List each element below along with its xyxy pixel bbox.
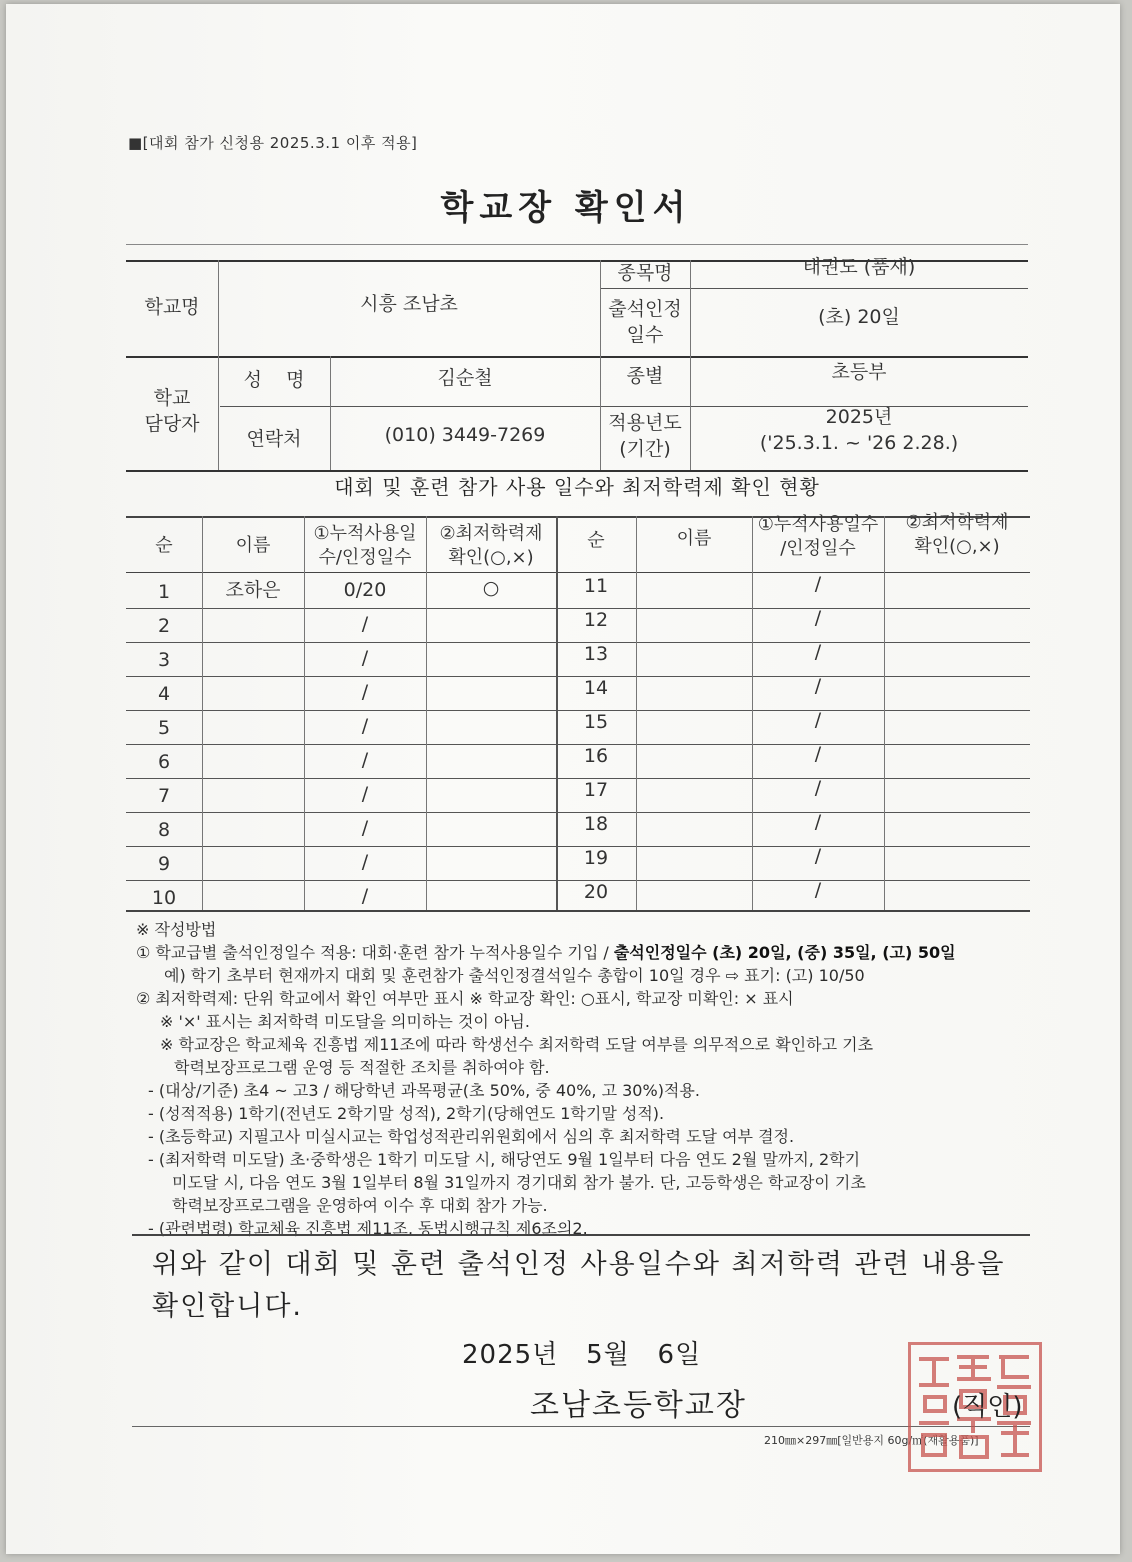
school-value: 시흥 조남초: [360, 293, 458, 316]
note-dash-4: - (최저학력 미도달) 초·중학생은 1학기 미도달 시, 해당연도 9월 1일부터 다음 연도 2월 말까지, 2학기: [148, 1150, 861, 1169]
cell-check: [884, 804, 1030, 838]
cell-check: [884, 634, 1030, 668]
cell-no: 14: [583, 677, 609, 700]
cell-check: [884, 566, 1030, 600]
confirmation-statement: [152, 1244, 1005, 1328]
cell-days: /: [814, 709, 822, 732]
cell-no: 2: [157, 615, 171, 638]
note-dash-2: - (성적적용) 1학기(전년도 2학기말 성적), 2학기(당해연도 1학기말 성적).: [148, 1104, 665, 1123]
cell-name: [636, 806, 752, 840]
cell-name: [202, 744, 304, 778]
cell-check: [426, 708, 556, 742]
attendance-label: 출석인정 일수: [608, 298, 682, 346]
cell-no: 17: [583, 779, 609, 802]
cell-days: /: [361, 681, 369, 704]
cell-days: /: [361, 749, 369, 772]
cell-name: [636, 704, 752, 738]
note-dash-5: - (관련법령) 학교체육 진흥법 제11조, 동법시행규칙 제6조의2.: [148, 1219, 588, 1238]
notice-header: ■[대회 참가 신청용 2025.3.1 이후 적용]: [128, 134, 418, 152]
cell-no: 3: [157, 649, 171, 672]
cell-no: 18: [583, 813, 609, 836]
cell-name: [202, 846, 304, 880]
cell-no: 19: [583, 847, 609, 870]
header-no-right: 순: [587, 529, 605, 551]
manager-label: 학교 담당자: [144, 387, 200, 435]
cell-days: /: [814, 811, 822, 834]
cell-name: [636, 670, 752, 704]
cell-no: 8: [157, 819, 171, 842]
contact-value: (010) 3449-7269: [384, 424, 546, 447]
issue-date: 2025년 5월 6일: [462, 1340, 702, 1370]
header-days: ①누적사용일 수/인정일수: [313, 522, 417, 568]
note-4-cont: 학력보장프로그램 운영 등 적절한 조치를 취하여야 함.: [174, 1058, 550, 1077]
division-label: 종별: [626, 365, 664, 388]
cell-name: [636, 738, 752, 772]
cell-days: /: [814, 743, 822, 766]
header-name: 이름: [235, 534, 271, 556]
cell-name: [636, 602, 752, 636]
cell-days: /: [814, 641, 822, 664]
note-1: [136, 941, 1036, 964]
header-no: 순: [155, 534, 173, 556]
cell-days: /: [814, 573, 822, 596]
cell-name: [636, 636, 752, 670]
cell-no: 7: [157, 785, 171, 808]
cell-check: [884, 838, 1030, 872]
confirm-line-2: 확인합니다.: [152, 1291, 303, 1322]
cell-days: 0/20: [343, 579, 387, 602]
school-label: 학교명: [144, 296, 200, 319]
info-top-line: [126, 244, 1028, 245]
seal-label: (직인): [952, 1392, 1023, 1422]
year-label: 적용년도 (기간): [608, 412, 682, 460]
confirm-line-1: 위와 같이 대회 및 훈련 출석인정 사용일수와 최저학력 관련 내용을: [152, 1249, 1006, 1280]
note-dash-4-cont2: 학력보장프로그램을 운영하여 이수 후 대회 참가 가능.: [172, 1196, 548, 1215]
cell-check: [426, 674, 556, 708]
cell-days: /: [361, 851, 369, 874]
cell-check: [884, 770, 1030, 804]
cell-check: [884, 702, 1030, 736]
cell-days: /: [814, 675, 822, 698]
principal-title: 조남초등학교장: [530, 1388, 747, 1423]
cell-check: [884, 668, 1030, 702]
cell-no: 1: [157, 581, 171, 604]
paper-spec: 210㎜×297㎜[일반용지 60g/㎡(재활용품)]: [764, 1434, 979, 1447]
cell-days: /: [814, 777, 822, 800]
notes-heading: ※ 작성방법: [136, 920, 217, 939]
page-title: 학교장 확인서: [440, 188, 692, 228]
cell-no: 5: [157, 717, 171, 740]
footer-line: [132, 1426, 1030, 1427]
cell-days: /: [361, 613, 369, 636]
note-4: ※ 학교장은 학교체육 진흥법 제11조에 따라 학생선수 최저학력 도달 여부를 의무적으로 확인하고 기초: [160, 1035, 874, 1054]
name-label: 성 명: [243, 369, 305, 392]
note-2: ② 최저학력제: 단위 학교에서 확인 여부만 표시 ※ 학교장 확인: ○표시, 학교장 미확인: × 표시: [136, 989, 794, 1008]
event-value: 태권도 (품새): [802, 256, 916, 279]
cell-check: [426, 878, 556, 912]
cell-check: [884, 736, 1030, 770]
cell-days: /: [361, 885, 369, 908]
cell-days: /: [361, 783, 369, 806]
cell-no: 20: [583, 881, 609, 904]
cell-no: 10: [151, 887, 177, 910]
cell-name: [202, 710, 304, 744]
cell-days: /: [361, 715, 369, 738]
note-dash-1: - (대상/기준) 초4 ~ 고3 / 해당학년 과목평균(초 50%, 중 40%, 고 30%)적용.: [148, 1081, 700, 1100]
header-check-right: ②최저학력제 확인(○,×): [905, 511, 1009, 557]
note-dash-3: - (초등학교) 지필고사 미실시교는 학업성적관리위원회에서 심의 후 최저학력 도달 여부 결정.: [148, 1127, 795, 1146]
year-value: 2025년 ('25.3.1. ~ '26 2.28.): [759, 406, 959, 454]
cell-check: [426, 844, 556, 878]
section-title: 대회 및 훈련 참가 사용 일수와 최저학력제 확인 현황: [334, 475, 820, 499]
cell-check: [426, 810, 556, 844]
cell-name: [202, 812, 304, 846]
attendance-value: (초) 20일: [818, 306, 900, 329]
header-days-right: ①누적사용일수 /인정일수: [757, 513, 879, 559]
instructions: [136, 918, 1036, 1240]
cell-days: /: [814, 879, 822, 902]
cell-name: [202, 880, 304, 914]
name-value: 김순철: [437, 367, 493, 390]
cell-check: [426, 640, 556, 674]
header-check: ②최저학력제 확인(○,×): [439, 522, 543, 568]
cell-days: /: [814, 845, 822, 868]
division-value: 초등부: [831, 361, 887, 384]
cell-no: 16: [583, 745, 609, 768]
cell-no: 11: [583, 575, 609, 598]
cell-check: ○: [482, 577, 500, 600]
cell-no: 6: [157, 751, 171, 774]
cell-check: [884, 872, 1030, 906]
note-1-example: 예) 학기 초부터 현재까지 대회 및 훈련참가 출석인정결석일수 총합이 10일 경우 ⇨ 표기: (고) 10/50: [164, 966, 865, 985]
contact-label: 연락처: [246, 428, 302, 451]
cell-check: [426, 742, 556, 776]
note-1-bold: 출석인정일수 (초) 20일, (중) 35일, (고) 50일: [613, 943, 956, 962]
cell-name: [202, 778, 304, 812]
cell-check: [426, 776, 556, 810]
cell-days: /: [361, 647, 369, 670]
cell-name: 조하은: [225, 579, 281, 602]
notes-border: [132, 1234, 1030, 1236]
cell-name: [636, 840, 752, 874]
cell-name: [636, 568, 752, 602]
note-1-text: ① 학교급별 출석인정일수 적용: 대회·훈련 참가 누적사용일수 기입 /: [136, 943, 614, 962]
cell-name: [636, 772, 752, 806]
header-name-right: 이름: [676, 527, 712, 549]
cell-name: [202, 676, 304, 710]
cell-name: [202, 642, 304, 676]
cell-check: [884, 600, 1030, 634]
cell-name: [636, 874, 752, 908]
cell-check: [426, 606, 556, 640]
cell-no: 13: [583, 643, 609, 666]
cell-name: [202, 608, 304, 642]
cell-no: 15: [583, 711, 609, 734]
cell-no: 9: [157, 853, 171, 876]
cell-days: /: [361, 817, 369, 840]
note-dash-4-cont: 미도달 시, 다음 연도 3월 1일부터 8월 31일까지 경기대회 참가 불가. 단, 고등학생은 학교장이 기초: [172, 1173, 866, 1192]
cell-no: 12: [583, 609, 609, 632]
event-label: 종목명: [617, 262, 673, 285]
cell-no: 4: [157, 683, 171, 706]
cell-days: /: [814, 607, 822, 630]
note-3: ※ '×' 표시는 최저학력 미도달을 의미하는 것이 아님.: [160, 1012, 530, 1031]
